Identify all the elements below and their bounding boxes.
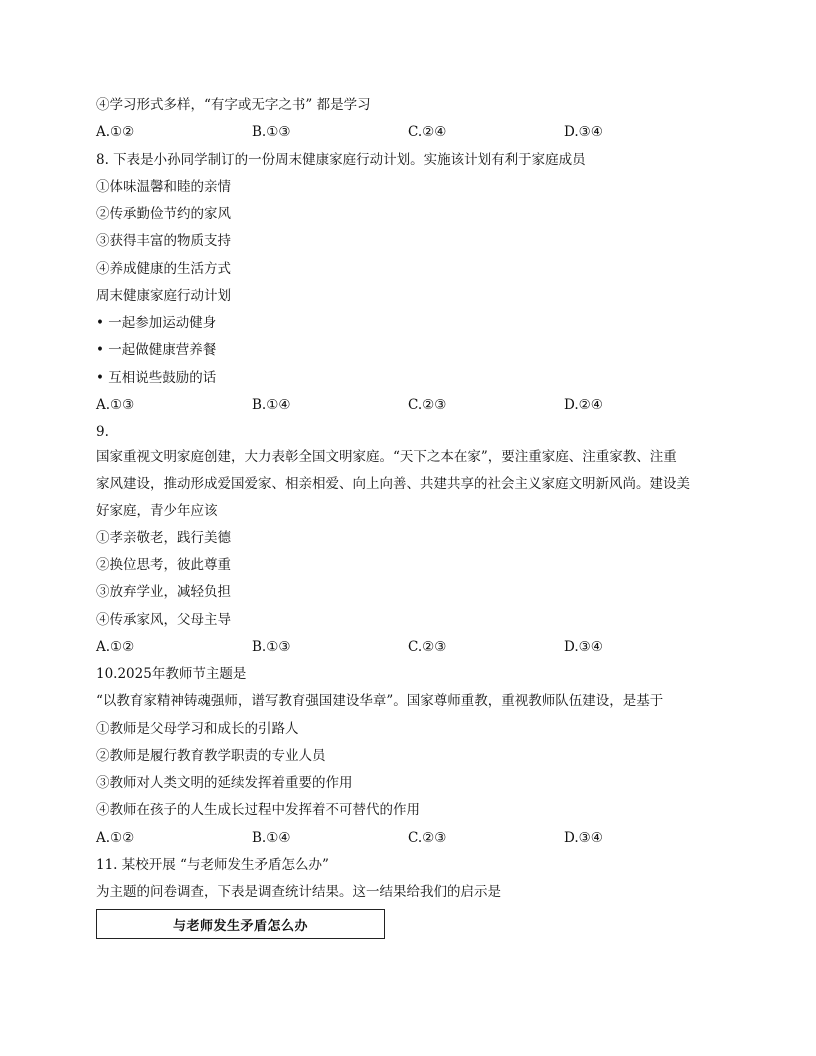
q8-option-c: C.②③ bbox=[408, 397, 447, 413]
q11-stem-line-2: 为主题的问卷调查，下表是调查统计结果。这一结果给我们的启示是 bbox=[96, 884, 501, 900]
q11-stem-line-1: 11. 某校开展 “与老师发生矛盾怎么办” bbox=[96, 857, 329, 873]
q9-option-a: A.①② bbox=[96, 639, 135, 655]
q9-option-c: C.②③ bbox=[408, 639, 447, 655]
q8-option-b: B.①④ bbox=[252, 397, 291, 413]
q8-stem: 8. 下表是小孙同学制订的一份周末健康家庭行动计划。实施该计划有利于家庭成员 bbox=[96, 152, 586, 168]
q9-stem-line-3: 好家庭，青少年应该 bbox=[96, 503, 218, 519]
q9-stem-line-1: 国家重视文明家庭创建，大力表彰全国文明家庭。“天下之本在家”，要注重家庭、注重家教、注重 bbox=[96, 449, 677, 465]
q10-stem-line-1: 10.2025年教师节主题是 bbox=[96, 666, 247, 682]
q9-stem-line-2: 家风建设，推动形成爱国爱家、相亲相爱、向上向善、共建共享的社会主义家庭文明新风尚。建设美 bbox=[96, 476, 690, 492]
q10-option-b: B.①④ bbox=[252, 830, 291, 846]
q8-plan-item-2: • 一起做健康营养餐 bbox=[96, 342, 217, 358]
q10-options bbox=[96, 829, 736, 847]
q8-item-1: ①体味温馨和睦的亲情 bbox=[96, 179, 231, 195]
q9-item-1: ①孝亲敬老，践行美德 bbox=[96, 530, 231, 546]
q9-item-4: ④传承家风，父母主导 bbox=[96, 612, 231, 628]
q8-item-4: ④养成健康的生活方式 bbox=[96, 261, 231, 277]
q10-item-3: ③教师对人类文明的延续发挥着重要的作用 bbox=[96, 775, 353, 791]
q8-plan-item-3: • 互相说些鼓励的话 bbox=[96, 370, 217, 386]
q9-item-3: ③放弃学业，减轻负担 bbox=[96, 584, 231, 600]
q11-survey-table bbox=[96, 909, 385, 939]
q7-item-4: ④学习形式多样，“有字或无字之书” 都是学习 bbox=[96, 97, 371, 113]
q10-item-2: ②教师是履行教育教学职责的专业人员 bbox=[96, 748, 326, 764]
q10-item-4: ④教师在孩子的人生成长过程中发挥着不可替代的作用 bbox=[96, 802, 420, 818]
q7-option-b: B.①③ bbox=[252, 124, 291, 140]
q9-option-d: D.③④ bbox=[564, 639, 603, 655]
q8-plan-title: 周末健康家庭行动计划 bbox=[96, 288, 231, 304]
q10-item-1: ①教师是父母学习和成长的引路人 bbox=[96, 721, 299, 737]
q10-option-a: A.①② bbox=[96, 830, 135, 846]
q9-option-b: B.①③ bbox=[252, 639, 291, 655]
q8-item-3: ③获得丰富的物质支持 bbox=[96, 233, 231, 249]
q9-item-2: ②换位思考，彼此尊重 bbox=[96, 557, 231, 573]
q9-number: 9. bbox=[96, 424, 109, 440]
q7-option-a: A.①② bbox=[96, 124, 135, 140]
q7-option-c: C.②④ bbox=[408, 124, 447, 140]
q8-plan-item-1: • 一起参加运动健身 bbox=[96, 315, 217, 331]
q10-stem-line-2: “以教育家精神铸魂强师，谱写教育强国建设华章”。国家尊师重教，重视教师队伍建设，是基于 bbox=[96, 693, 664, 709]
q10-option-c: C.②③ bbox=[408, 830, 447, 846]
q10-option-d: D.③④ bbox=[564, 830, 603, 846]
q7-option-d: D.③④ bbox=[564, 124, 603, 140]
q7-options bbox=[96, 123, 736, 141]
q8-item-2: ②传承勤俭节约的家风 bbox=[96, 206, 231, 222]
q8-option-d: D.②④ bbox=[564, 397, 603, 413]
q9-options bbox=[96, 638, 736, 656]
q8-option-a: A.①③ bbox=[96, 397, 135, 413]
q11-table-title: 与老师发生矛盾怎么办 bbox=[172, 919, 308, 934]
q8-options bbox=[96, 396, 736, 414]
